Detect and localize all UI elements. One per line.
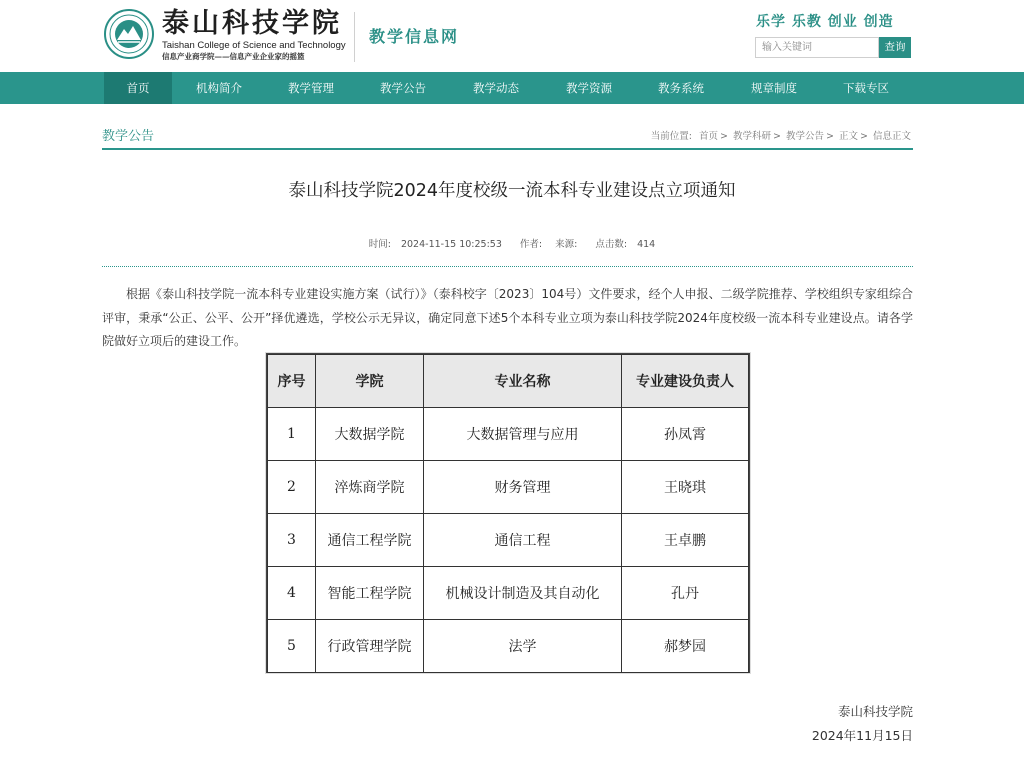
section-divider [102,148,913,150]
table-cell: 孙凤霄 [622,408,749,461]
table-cell: 机械设计制造及其自动化 [424,567,622,620]
table-cell: 王卓鹏 [622,514,749,567]
table-cell: 4 [268,567,316,620]
column-header: 学院 [316,355,424,408]
school-logo[interactable] [104,9,344,63]
nav-item-home[interactable]: 首页 [104,72,172,104]
table-cell: 通信工程学院 [316,514,424,567]
breadcrumb: 当前位置: 首页 > 教学科研 > 教学公告 > 正文 > 信息正文 [650,131,911,142]
nav-item-regulations[interactable]: 规章制度 [751,81,797,95]
nav-item-news[interactable]: 教学动态 [473,81,519,95]
table-row [268,461,749,514]
header-divider [354,12,355,62]
table-cell: 行政管理学院 [316,620,424,673]
table-cell: 通信工程 [424,514,622,567]
table-row [268,567,749,620]
nav-item-about[interactable]: 机构简介 [196,81,242,95]
table-row [268,408,749,461]
site-name: 教学信息网 [369,27,460,46]
time-label: 时间: [368,239,391,250]
article-title: 泰山科技学院2024年度校级一流本科专业建设点立项通知 [288,181,736,201]
main-nav [0,72,1024,104]
section-title[interactable]: 教学公告 [102,129,155,144]
table-cell: 智能工程学院 [316,567,424,620]
table-cell: 法学 [424,620,622,673]
table-cell: 3 [268,514,316,567]
logo-chinese-name: 泰山科技学院 [162,8,342,39]
breadcrumb-item[interactable]: 教学科研 [732,131,771,142]
table-row [268,514,749,567]
table-cell: 郝梦园 [622,620,749,673]
breadcrumb-item[interactable]: 正文 [838,131,858,142]
table-cell: 王晓琪 [622,461,749,514]
table-cell: 淬炼商学院 [316,461,424,514]
signature-date: 2024年11月15日 [811,728,913,743]
article-meta [0,236,1024,250]
logo-english-name: Taishan College of Science and Technology [162,40,346,51]
table-cell: 财务管理 [424,461,622,514]
breadcrumb-item[interactable]: 教学公告 [785,131,824,142]
nav-item-announcements[interactable]: 教学公告 [380,81,426,95]
column-header: 专业名称 [424,355,622,408]
view-count: 414 [637,239,656,250]
table-cell: 孔丹 [622,567,749,620]
source-label: 来源: [555,239,578,250]
school-motto: 乐学 乐教 创业 创造 [756,14,894,30]
projects-table [266,353,750,673]
site-header [0,0,1024,72]
publish-time: 2024-11-15 10:25:53 [400,239,502,250]
table-cell: 5 [268,620,316,673]
column-header: 专业建设负责人 [622,355,749,408]
nav-item-academic-system[interactable]: 教务系统 [658,81,704,95]
column-header: 序号 [268,355,316,408]
table-row [268,620,749,673]
nav-item-downloads[interactable]: 下载专区 [843,81,889,95]
table-cell: 2 [268,461,316,514]
table-cell: 大数据管理与应用 [424,408,622,461]
meta-divider [102,266,913,267]
nav-item-resources[interactable]: 教学资源 [566,81,612,95]
logo-slogan: 信息产业商学院——信息产业企业家的摇篮 [162,52,305,61]
article-body: 根据《泰山科技学院一流本科专业建设实施方案（试行）》（泰科校字〔2023〕104号）文件要求，经个人申报、二级学院推荐、学校组织专家组综合评审，秉承“公正、公平、公开”择优遴选，学校公示无异议，确定同意下述5个本科专业立项为泰山科技学院2024年度校级一流本科专业建设点。请各学院做好立项后的建设工作。 [102,287,913,348]
search-button[interactable]: 查询 [879,37,911,58]
signature: 泰山科技学院 [837,704,913,719]
nav-item-teaching-management[interactable]: 教学管理 [288,81,334,95]
breadcrumb-item: 信息正文 [872,131,911,142]
search-input[interactable] [755,37,879,58]
table-cell: 大数据学院 [316,408,424,461]
table-cell: 1 [268,408,316,461]
views-label: 点击数: [595,239,628,250]
breadcrumb-item[interactable]: 首页 [698,131,718,142]
table-header-row [268,355,749,408]
author-label: 作者: [519,239,543,250]
school-emblem-icon [104,9,154,59]
breadcrumb-prefix: 当前位置: [650,131,692,142]
